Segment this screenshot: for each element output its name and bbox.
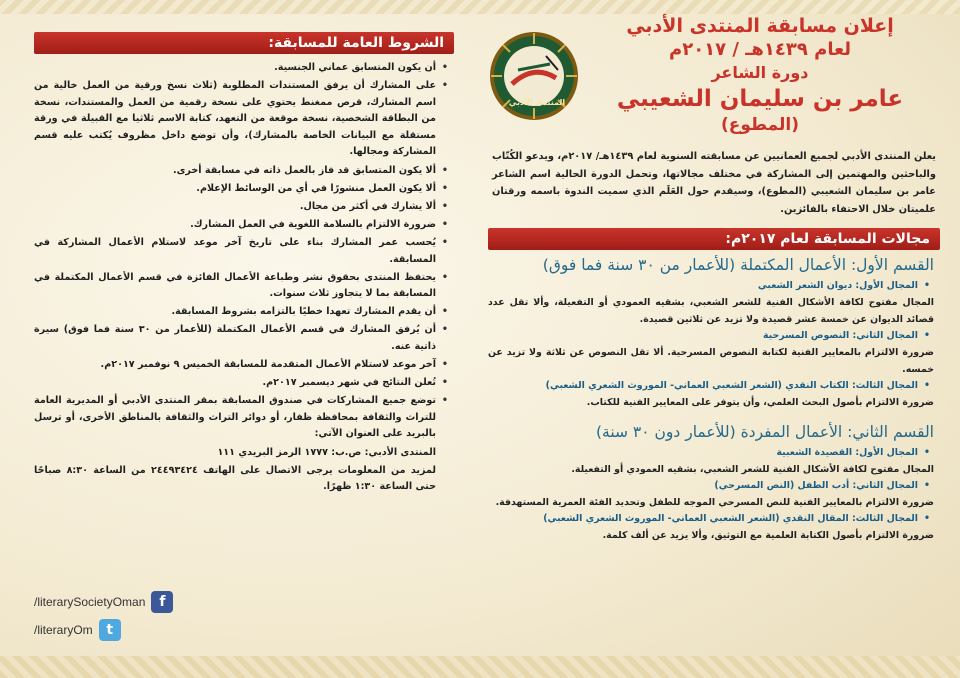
section2-fields	[488, 445, 940, 544]
section1-field-2	[488, 328, 934, 378]
field-name: • المجال الثاني: أدب الطفل (النص المسرحي)	[488, 478, 918, 494]
twitter-link[interactable]	[34, 616, 173, 644]
poet-name: عامر بن سليمان الشعيبي	[616, 86, 904, 112]
title-line2: لعام ١٤٣٩هـ / ٢٠١٧م	[669, 39, 851, 60]
field-text: ضرورة الالتزام بأصول الكتابة العلمية مع التوثيق، وألا يزيد عن ألف كلمة.	[602, 530, 934, 541]
section2-field-2	[488, 478, 934, 511]
intro-paragraph	[492, 148, 936, 218]
title-block	[580, 14, 940, 136]
ornamental-border-bottom	[0, 656, 960, 678]
condition-item: • أن يقدم المشارك تعهدا خطيًا بالتزامه بشروط المسابقة.	[34, 304, 436, 321]
intro-poet: الشاعر عامر بن سليمان الشعيبي (المطوع)	[492, 168, 937, 197]
facebook-handle: /literarySocietyOman	[34, 595, 146, 609]
condition-item: • أن يُرفق المشارك في قسم الأعمال المكتملة (للأعمار من ٣٠ سنة فما فوق) سيرة ذاتية عنه.	[34, 322, 436, 355]
title-line3: دورة الشاعر	[711, 63, 809, 82]
section1-field-1	[488, 278, 934, 328]
conditions-list	[34, 60, 454, 496]
section1-fields	[488, 278, 940, 411]
field-text: المجال مفتوح لكافة الأشكال الفنية للشعر الشعبي، بشقيه العمودي أو التفعيلة، وألا تقل عدد قصائد الديوان عن خمسة عشر قصيدة ولا تزيد عن ثلاثين قصيدة.	[488, 297, 934, 325]
section1-field-3	[488, 378, 934, 411]
condition-item: • ضرورة الالتزام بالسلامة اللغوية في العمل المشارك.	[34, 217, 436, 234]
field-text: ضرورة الالتزام بأصول البحث العلمي، وأن يتوفر على المعايير الفنية للكتاب.	[586, 397, 934, 408]
postal-address: المنتدى الأدبي: ص.ب: ١٧٧٧ الرمز البريدي ١١١	[217, 446, 436, 458]
intro-part1: يعلن المنتدى الأدبي لجميع العمانيين عن مسابقته السنوية لعام ١٤٣٩هـ/ ٢٠١٧م، ويدعو الكُتّاب والباحثين والمهتمين إلى المشاركة في مختلف مجالاتها، وتحمل الدورة الحالية اسم	[492, 151, 936, 180]
facebook-link[interactable]	[34, 588, 173, 616]
condition-item: • يحتفظ المنتدى بحقوق نشر وطباعة الأعمال الفائزة في قسم الأعمال المكتملة في المسابقة بما لا يتجاوز ثلاث سنوات.	[34, 270, 436, 303]
condition-item: • ألا يكون المتسابق قد فاز بالعمل ذاته في مسابقة أخرى.	[34, 163, 436, 180]
field-text: المجال مفتوح لكافة الأشكال الفنية للشعر الشعبي، بشقيه العمودي أو التفعيلة.	[571, 464, 934, 475]
field-name: • المجال الأول: القصيدة الشعبية	[488, 445, 918, 461]
condition-item: • على المشارك أن يرفق المستندات المطلوبة (ثلاث نسخ ورقية من العمل خالية من اسم المشارك، قرص ممغنط يحتوي على نسخة رقمية من العمل والمستندات، نسخة من البطاقة الشخصية، نسخة موقعة من التعهد، كتابة الاسم ثلاثيا مع القبيلة في ورقة مستقلة مع البيانات الخاصة بالمشارك)، وأن توضع داخل مظروف يُكتب عليه قسم المشاركة ومجالها.	[34, 78, 436, 161]
field-text: ضرورة الالتزام بالمعايير الفنية للنص المسرحي الموجه للطفل وتحديد الفئة العمرية المستهدفة.	[495, 497, 934, 508]
condition-item: • ألا يكون العمل منشورًا في أي من الوسائط الإعلام.	[34, 181, 436, 198]
condition-item: • تُعلن النتائج في شهر ديسمبر ٢٠١٧م.	[34, 375, 436, 392]
condition-item: • يُحسب عمر المشارك بناء على تاريخ آخر موعد لاستلام الأعمال المشاركة في المسابقة.	[34, 235, 436, 268]
ornamental-border-top	[0, 0, 960, 14]
section2-title: القسم الثاني: الأعمال المفردة (للأعمار دون ٣٠ سنة)	[595, 423, 934, 441]
facebook-icon: f	[151, 591, 173, 613]
announcement-column	[488, 14, 940, 654]
section1-title: القسم الأول: الأعمال المكتملة (للأعمار من ٣٠ سنة فما فوق)	[542, 256, 934, 274]
twitter-icon: t	[99, 619, 121, 641]
field-name: • المجال الأول: ديوان الشعر الشعبي	[488, 278, 918, 294]
contact-info: لمزيد من المعلومات يرجى الاتصال على الهاتف ٢٤٤٩٣٤٢٤ من الساعة ٨:٣٠ صباحًا حتى الساعة ١:٣٠ ظهرًا.	[34, 464, 436, 493]
section2-field-1	[488, 445, 934, 478]
field-name: • المجال الثالث: المقال النقدي (الشعر الشعبي العماني- الموروث الشعري الشعبي)	[488, 511, 918, 527]
condition-item: • توضع جميع المشاركات في صندوق المسابقة بمقر المنتدى الأدبي أو المديرية العامة للتراث والثقافة بمحافظة ظفار، أو دوائر التراث والثقافة بالمناطق الأخرى، أو ترسل بالبريد على العنوان الآتي:	[34, 393, 436, 443]
conditions-bar: الشروط العامة للمسابقة:	[34, 32, 454, 54]
social-links	[34, 588, 173, 644]
twitter-handle: /literaryOm	[34, 623, 93, 637]
condition-item: • آخر موعد لاستلام الأعمال المتقدمة للمسابقة الخميس ٩ نوفمبر ٢٠١٧م.	[34, 357, 436, 374]
logo-caption: المنتدى الأدبي	[508, 98, 566, 107]
condition-item: • ألا يشارك في أكثر من مجال.	[34, 199, 436, 216]
field-name: • المجال الثالث: الكتاب النقدي (الشعر الشعبي العماني- الموروث الشعري الشعبي)	[488, 378, 918, 394]
conditions-column	[34, 32, 454, 638]
fields-bar: مجالات المسابقة لعام ٢٠١٧م:	[488, 228, 940, 250]
section2-field-3	[488, 511, 934, 544]
title-line1: إعلان مسابقة المنتدى الأدبي	[626, 15, 894, 37]
field-text: ضرورة الالتزام بالمعايير الفنية لكتابة النصوص المسرحية. ألا تقل النصوص عن ثلاثة ولا تزيد عن خمسه.	[488, 347, 934, 375]
condition-item: • أن يكون المتسابق عماني الجنسية.	[34, 60, 436, 77]
literary-forum-logo	[488, 30, 580, 122]
field-name: • المجال الثاني: النصوص المسرحية	[488, 328, 918, 344]
poet-nickname: (المطوع)	[721, 115, 799, 135]
intro-part2: ، وسيقدم حول العَلَم الذي سميت الندوة باسمه ورقتان علميتان خلال الاحتفاء بالفائزين.	[492, 186, 936, 215]
